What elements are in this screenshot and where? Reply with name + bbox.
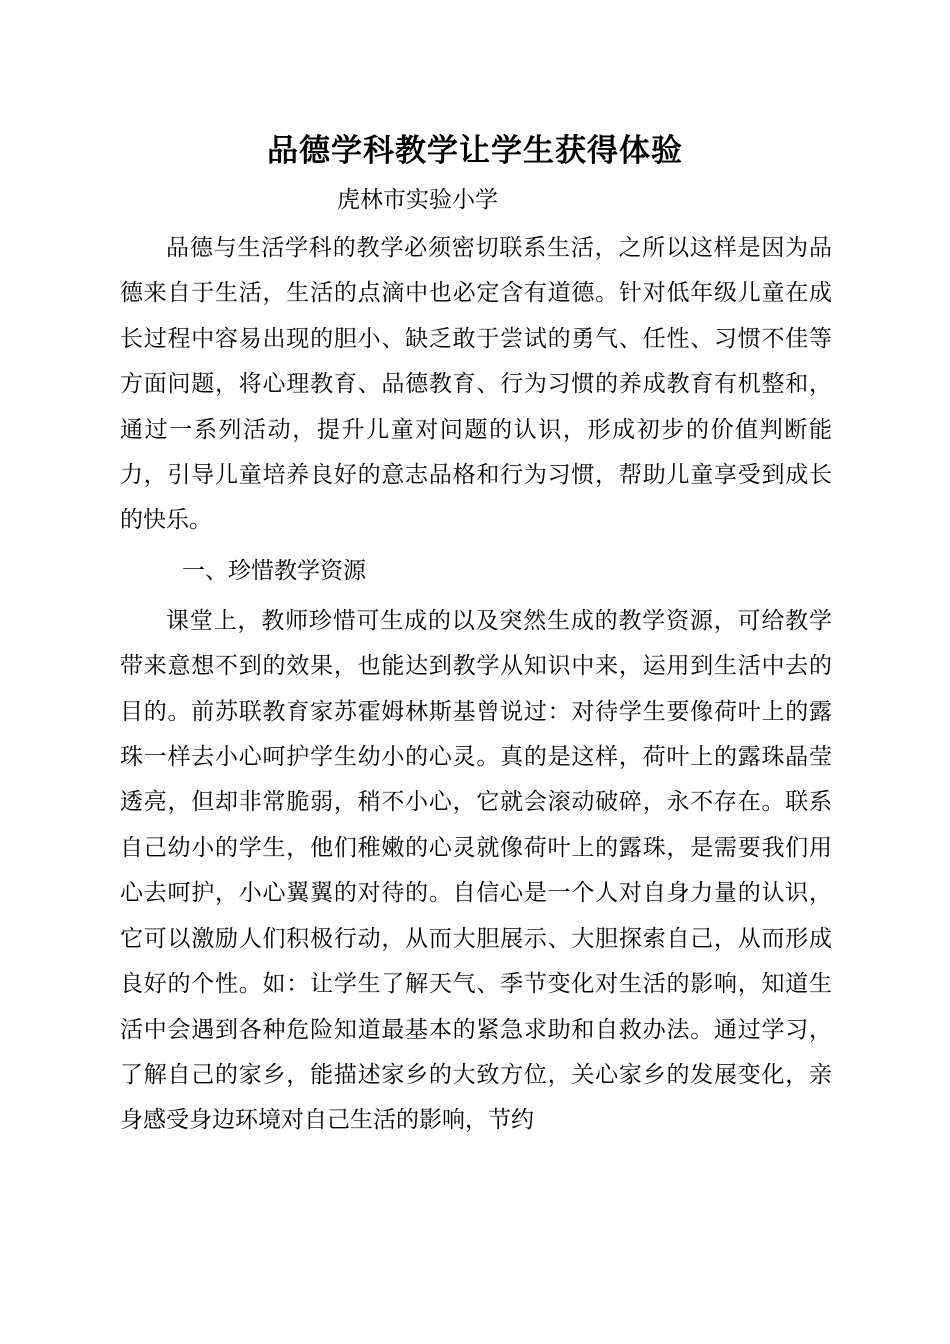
body-paragraph-2: 课堂上，教师珍惜可生成的以及突然生成的教学资源，可给教学带来意想不到的效果，也能达到教学从知识中来，运用到生活中去的目的。前苏联教育家苏霍姆林斯基曾说过：对待学生要像荷叶上的露珠一样去小心呵护学生幼小的心灵。真的是这样，荷叶上的露珠晶莹透亮，但却非常脆弱，稍不小心，它就会滚动破碎，永不存在。联系自己幼小的学生，他们稚嫩的心灵就像荷叶上的露珠，是需要我们用心去呵护，小心翼翼的对待的。自信心是一个人对自身力量的认识，它可以激励人们积极行动，从而大胆展示、大胆探索自己，从而形成良好的个性。如：让学生了解天气、季节变化对生活的影响，知道生活中会遇到各种危险知道最基本的紧急求助和自救办法。通过学习，了解自己的家乡，能描述家乡的大致方位，关心家乡的发展变化，亲身感受身边环境对自己生活的影响，节约 <box>120 607 832 1134</box>
body-paragraph-1: 品德与生活学科的教学必须密切联系生活，之所以这样是因为品德来自于生活，生活的点滴中也必定含有道德。针对低年级儿童在成长过程中容易出现的胆小、缺乏敢于尝试的勇气、任性、习惯不佳等方面问题，将心理教育、品德教育、行为习惯的养成教育有机整和，通过一系列活动，提升儿童对问题的认识，形成初步的价值判断能力，引导儿童培养良好的意志品格和行为习惯，帮助儿童享受到成长的快乐。 <box>120 235 832 534</box>
document-title: 品德学科教学让学生获得体验 <box>267 133 683 169</box>
document-author: 虎林市实验小学 <box>337 187 498 213</box>
section-heading-1: 一、珍惜教学资源 <box>182 557 366 584</box>
document-body <box>120 226 832 1144</box>
